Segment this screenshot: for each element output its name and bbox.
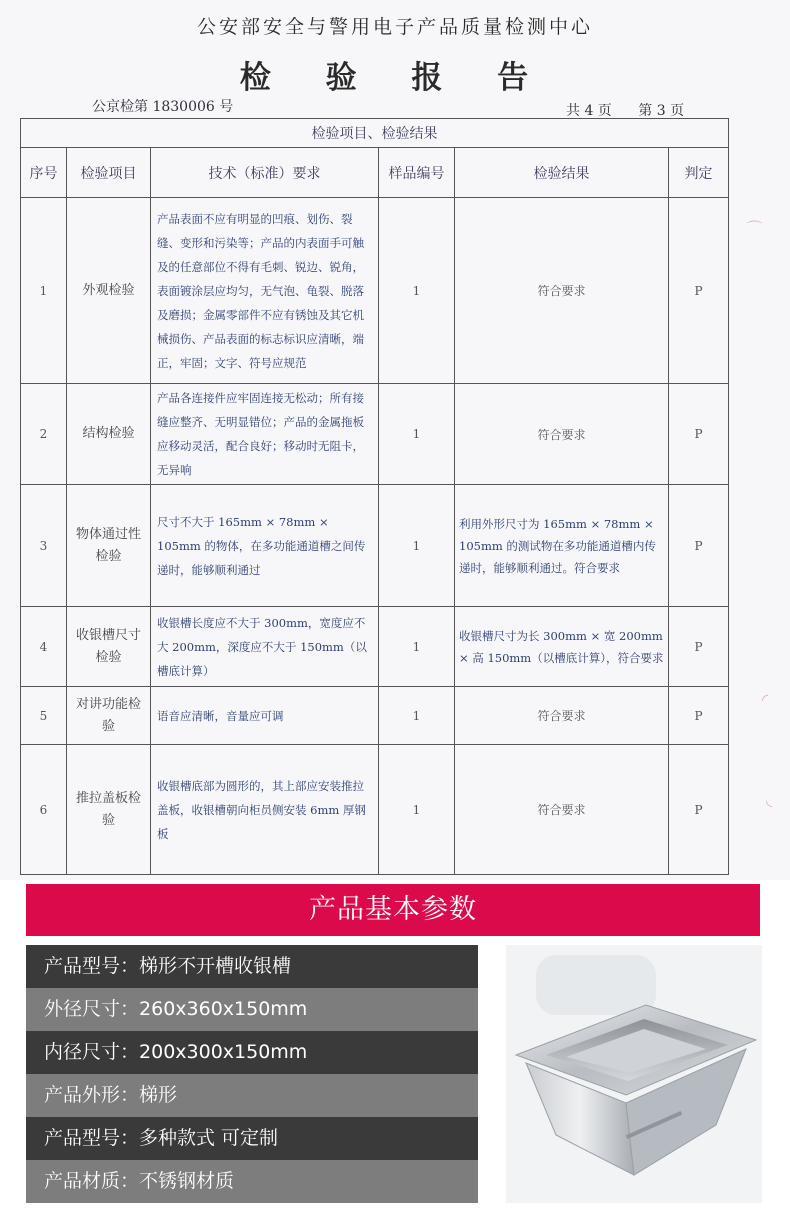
product-image — [506, 945, 762, 1203]
report-title: 检 验 报 告 — [239, 60, 551, 96]
cash-tray-illustration — [506, 945, 762, 1203]
row-sample: 1 — [379, 745, 455, 875]
row-item: 物体通过性检验 — [67, 485, 151, 607]
param-row — [26, 1074, 478, 1117]
col-header-requirement: 技术（标准）要求 — [151, 148, 379, 198]
row-requirement: 语音应清晰，音量应可调 — [151, 687, 379, 745]
row-sample: 1 — [379, 687, 455, 745]
row-result: 符合要求 — [455, 745, 669, 875]
current-page: 第 3 页 — [638, 103, 685, 119]
param-value: 不锈钢材质 — [139, 1170, 235, 1192]
stamp-mark: ⌒ — [744, 220, 763, 236]
section-title-banner: 产品基本参数 — [26, 884, 760, 936]
row-verdict: P — [669, 745, 729, 875]
param-value: 梯形不开槽收银槽 — [139, 955, 292, 977]
row-verdict: P — [669, 485, 729, 607]
stamp-mark: ◜ — [762, 690, 769, 709]
row-requirement: 尺寸不大于 165mm × 78mm × 105mm 的物体，在多功能通道槽之间传递时，能够顺利通过 — [151, 485, 379, 607]
param-label: 产品外形： — [44, 1084, 140, 1106]
table-row — [21, 384, 729, 485]
row-verdict: P — [669, 687, 729, 745]
param-value: 260x360x150mm — [139, 998, 308, 1020]
row-result: 符合要求 — [455, 198, 669, 384]
col-header-sample: 样品编号 — [379, 148, 455, 198]
row-requirement: 产品表面不应有明显的凹痕、划伤、裂缝、变形和污染等；产品的内表面手可触及的任意部位不得有毛刺、锐边、锐角，表面镀涂层应均匀，无气泡、龟裂、脱落及磨损；金属零部件不应有锈蚀及其它机械损伤、产品表面的标志标识应清晰，端正，牢固；文字、符号应规范 — [151, 198, 379, 384]
total-pages: 共 4 页 — [566, 103, 612, 119]
stamp-mark: ◟ — [766, 790, 773, 809]
param-row — [26, 988, 478, 1031]
row-requirement: 收银槽底部为圆形的，其上部应安装推拉盖板，收银槽朝向柜员侧安装 6mm 厚钢板 — [151, 745, 379, 875]
report-number: 公京检第 1830006 号 — [92, 99, 234, 115]
row-result: 利用外形尺寸为 165mm × 78mm × 105mm 的测试物在多功能通道槽内传递时，能够顺利通过。符合要求 — [455, 485, 669, 607]
param-row — [26, 945, 478, 988]
row-number: 4 — [21, 607, 67, 687]
row-number: 1 — [21, 198, 67, 384]
table-row — [21, 687, 729, 745]
row-sample: 1 — [379, 384, 455, 485]
row-item: 推拉盖板检验 — [67, 745, 151, 875]
param-row — [26, 1160, 478, 1203]
row-result: 符合要求 — [455, 384, 669, 485]
report-table-wrapper — [20, 118, 728, 870]
row-sample: 1 — [379, 485, 455, 607]
param-label: 产品型号： — [44, 955, 140, 977]
param-label: 内径尺寸： — [44, 1041, 140, 1063]
param-row — [26, 1031, 478, 1074]
col-header-no: 序号 — [21, 148, 67, 198]
table-row — [21, 607, 729, 687]
row-result: 收银槽尺寸为长 300mm × 宽 200mm × 高 150mm（以槽底计算），符合要求 — [455, 607, 669, 687]
param-label: 外径尺寸： — [44, 998, 140, 1020]
row-number: 3 — [21, 485, 67, 607]
row-verdict: P — [669, 384, 729, 485]
param-row — [26, 1117, 478, 1160]
row-requirement: 产品各连接件应牢固连接无松动；所有接缝应整齐、无明显错位；产品的金属拖板应移动灵活，配合良好；移动时无阻卡，无异响 — [151, 384, 379, 485]
report-table — [20, 118, 729, 875]
row-item: 对讲功能检验 — [67, 687, 151, 745]
table-row — [21, 198, 729, 384]
row-item: 结构检验 — [67, 384, 151, 485]
org-title: 公安部安全与警用电子产品质量检测中心 — [196, 16, 593, 38]
row-verdict: P — [669, 607, 729, 687]
param-value: 200x300x150mm — [139, 1041, 308, 1063]
table-row — [21, 485, 729, 607]
row-number: 2 — [21, 384, 67, 485]
row-result: 符合要求 — [455, 687, 669, 745]
col-header-verdict: 判定 — [669, 148, 729, 198]
table-row — [21, 745, 729, 875]
row-item: 外观检验 — [67, 198, 151, 384]
row-sample: 1 — [379, 198, 455, 384]
row-number: 5 — [21, 687, 67, 745]
param-value: 多种款式 可定制 — [139, 1127, 279, 1149]
page-info — [560, 100, 684, 120]
col-header-item: 检验项目 — [67, 148, 151, 198]
param-value: 梯形 — [139, 1084, 178, 1106]
table-caption: 检验项目、检验结果 — [21, 119, 729, 148]
row-sample: 1 — [379, 607, 455, 687]
row-requirement: 收银槽长度应不大于 300mm，宽度应不大 200mm，深度应不大于 150mm（以槽底计算） — [151, 607, 379, 687]
row-number: 6 — [21, 745, 67, 875]
param-label: 产品材质： — [44, 1170, 140, 1192]
row-item: 收银槽尺寸检验 — [67, 607, 151, 687]
row-verdict: P — [669, 198, 729, 384]
col-header-result: 检验结果 — [455, 148, 669, 198]
product-params — [26, 945, 478, 1203]
param-label: 产品型号： — [44, 1127, 140, 1149]
